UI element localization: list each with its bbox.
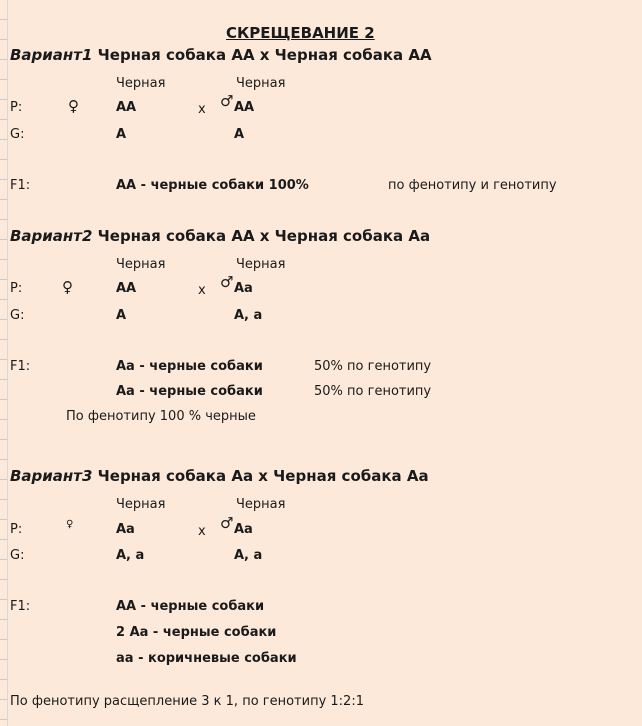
variant-3-geno-female: Аа — [116, 522, 135, 537]
variant-3-male-symbol: ♂ — [220, 514, 234, 532]
variant-2-pheno-female: Черная — [116, 257, 166, 272]
variant-3-p-label: P: — [10, 522, 23, 537]
variant-1-geno-male: АА — [234, 100, 255, 115]
variant-2-g-label: G: — [10, 308, 25, 323]
variant-1-f1-label: F1: — [10, 178, 31, 193]
variant-1-cross: Черная собака АА х Черная собака АА — [92, 46, 432, 64]
variant-1-male-symbol: ♂ — [220, 92, 234, 110]
variant-2-heading — [10, 229, 430, 244]
variant-1-female-symbol: ♀ — [68, 97, 79, 115]
variant-2-f1-line-2: Аа - черные собаки — [116, 384, 263, 399]
variant-2-f1-line-1: Аа - черные собаки — [116, 359, 263, 374]
page-title: СКРЕЩЕВАНИЕ 2 — [226, 24, 375, 42]
variant-2-geno-male: Аа — [234, 281, 253, 296]
variant-3-summary: По фенотипу расщепление 3 к 1, по генотипу 1:2:1 — [10, 694, 364, 709]
variant-1-heading — [10, 48, 432, 63]
variant-3-cross: Черная собака Аа х Черная собака Аа — [92, 467, 429, 485]
row-gutter — [0, 0, 8, 726]
variant-3-pheno-female: Черная — [116, 497, 166, 512]
variant-1-gam-female: А — [116, 127, 127, 142]
variant-1-p-label: P: — [10, 100, 23, 115]
variant-2-name: Вариант2 — [10, 227, 93, 245]
variant-2-cross: Черная собака АА х Черная собака Аа — [92, 227, 431, 245]
variant-1-f1-line-1: АА - черные собаки 100% — [116, 178, 309, 193]
variant-1-gam-male: А — [234, 127, 245, 142]
variant-3-g-label: G: — [10, 548, 25, 563]
variant-2-p-label: P: — [10, 281, 23, 296]
variant-2-summary: По фенотипу 100 % черные — [66, 409, 256, 424]
variant-3-pheno-male: Черная — [236, 497, 286, 512]
variant-3-gam-female: А, а — [116, 548, 145, 563]
variant-3-name: Вариант3 — [10, 467, 93, 485]
variant-2-gam-male: А, а — [234, 308, 263, 323]
variant-2-male-symbol: ♂ — [220, 273, 234, 291]
variant-2-female-symbol: ♀ — [62, 278, 73, 296]
variant-3-f1-line-2: 2 Аа - черные собаки — [116, 625, 277, 640]
variant-2-gam-female: А — [116, 308, 127, 323]
variant-1-cross-sign: x — [198, 102, 206, 117]
variant-2-cross-sign: x — [198, 283, 206, 298]
variant-2-f1-note-2: 50% по генотипу — [314, 384, 432, 399]
variant-3-gam-male: А, а — [234, 548, 263, 563]
variant-3-cross-sign: x — [198, 524, 206, 539]
variant-3-f1-line-3: аа - коричневые собаки — [116, 651, 297, 666]
variant-1-geno-female: АА — [116, 100, 137, 115]
variant-1-g-label: G: — [10, 127, 25, 142]
variant-1-pheno-female: Черная — [116, 76, 166, 91]
variant-1-f1-note-1: по фенотипу и генотипу — [388, 178, 557, 193]
variant-2-f1-label: F1: — [10, 359, 31, 374]
variant-3-f1-line-1: АА - черные собаки — [116, 599, 265, 614]
variant-3-f1-label: F1: — [10, 599, 31, 614]
variant-1-pheno-male: Черная — [236, 76, 286, 91]
variant-2-geno-female: АА — [116, 281, 137, 296]
variant-1-name: Вариант1 — [10, 46, 93, 64]
variant-3-heading — [10, 469, 429, 484]
variant-3-female-symbol: ♀ — [66, 519, 74, 530]
variant-3-geno-male: Аа — [234, 522, 253, 537]
variant-2-f1-note-1: 50% по генотипу — [314, 359, 432, 374]
variant-2-pheno-male: Черная — [236, 257, 286, 272]
